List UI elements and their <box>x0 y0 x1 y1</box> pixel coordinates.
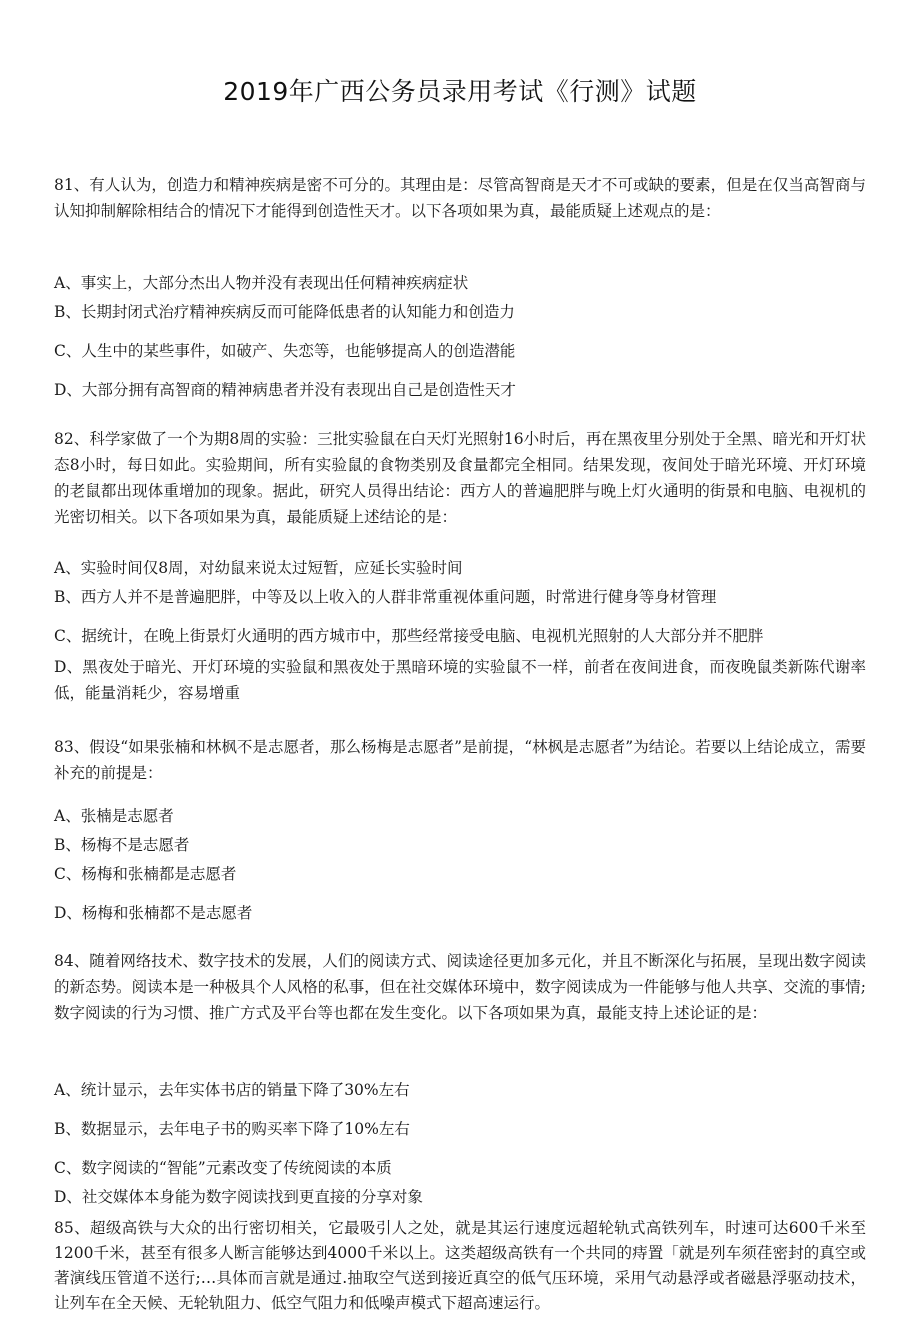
page-title: 2019年广西公务员录用考试《行测》试题 <box>223 77 697 106</box>
question-84-option-a: A、统计显示，去年实体书店的销量下降了30%左右 <box>54 1081 410 1099</box>
question-85-stem: 85、超级高铁与大众的出行密切相关，它最吸引人之处，就是其运行速度远超轮轨式高铁列车，时速可达600千米至1200千米，甚至有很多人断言能够达到4000千米以上。这类超级高铁有一个共同的痔置「就是列车须荏密封的真空或著演线压管道不送行;…具体而言就是通过.抽取空气送到接近真空的低气压环境，采用气动悬浮或者磁悬浮驱动技术，让列车在全天候、无轮轨阻力、低空气阻力和低噪声模式下超高速运行。 <box>54 1219 866 1312</box>
question-84-stem: 84、随着网络技术、数字技术的发展，人们的阅读方式、阅读途径更加多元化，并且不断深化与拓展，呈现出数字阅读的新态势。阅读本是一种极具个人风格的私事，但在社交媒体环境中，数字阅读成为一件能够与他人共享、交流的事情;数字阅读的行为习惯、推广方式及平台等也都在发生变化。以下各项如果为真，最能支持上述论证的是： <box>54 952 866 1022</box>
question-81-option-b: B、长期封闭式治疗精神疾病反而可能降低患者的认知能力和创造力 <box>54 303 515 321</box>
question-82-option-a: A、实验时间仅8周，对幼鼠来说太过短暂，应延长实验时间 <box>54 559 463 577</box>
question-82-option-c: C、据统计，在晚上街景灯火通明的西方城市中，那些经常接受电脑、电视机光照射的人大部分并不肥胖 <box>54 627 764 645</box>
question-83-stem: 83、假设“如果张楠和林枫不是志愿者，那么杨梅是志愿者”是前提，“林枫是志愿者”为结论。若要以上结论成立，需要补充的前提是： <box>54 738 866 782</box>
question-84-option-c: C、数字阅读的“智能”元素改变了传统阅读的本质 <box>54 1159 392 1177</box>
question-83-option-b: B、杨梅不是志愿者 <box>54 836 190 854</box>
question-81-option-a: A、事实上，大部分杰出人物并没有表现出任何精神疾病症状 <box>54 274 469 292</box>
question-84-option-d: D、社交媒体本身能为数字阅读找到更直接的分享对象 <box>54 1188 423 1206</box>
question-82-stem: 82、科学家做了一个为期8周的实验：三批实验鼠在白天灯光照射16小时后，再在黑夜里分别处于全黑、暗光和开灯状态8小时，每日如此。实验期间，所有实验鼠的食物类别及食量都完全相同。结果发现，夜间处于暗光环境、开灯环境的老鼠都出现体重增加的现象。据此，研究人员得出结论：西方人的普遍肥胖与晚上灯火通明的街景和电脑、电视机的光密切相关。以下各项如果为真，最能质疑上述结论的是： <box>54 430 866 526</box>
question-81-option-d: D、大部分拥有高智商的精神病患者并没有表现出自己是创造性天才 <box>54 381 516 399</box>
question-83-option-c: C、杨梅和张楠都是志愿者 <box>54 865 237 883</box>
question-82-option-b: B、西方人并不是普遍肥胖，中等及以上收入的人群非常重视体重问题，时常进行健身等身材管理 <box>54 588 717 606</box>
question-81-option-c: C、人生中的某些事件，如破产、失恋等，也能够提高人的创造潜能 <box>54 342 516 360</box>
question-84-option-b: B、数据显示，去年电子书的购买率下降了10%左右 <box>54 1120 410 1138</box>
question-81-stem: 81、有人认为，创造力和精神疾病是密不可分的。其理由是：尽管高智商是天才不可或缺的要素，但是在仅当高智商与认知抑制解除相结合的情况下才能得到创造性天才。以下各项如果为真，最能质疑上述观点的是： <box>54 176 866 220</box>
question-83-option-d: D、杨梅和张楠都不是志愿者 <box>54 904 253 922</box>
question-83-option-a: A、张楠是志愿者 <box>54 807 174 825</box>
question-82-option-d: D、黑夜处于暗光、开灯环境的实验鼠和黑夜处于黑暗环境的实验鼠不一样，前者在夜间进食，而夜晚鼠类新陈代谢率低，能量消耗少，容易增重 <box>54 658 866 702</box>
